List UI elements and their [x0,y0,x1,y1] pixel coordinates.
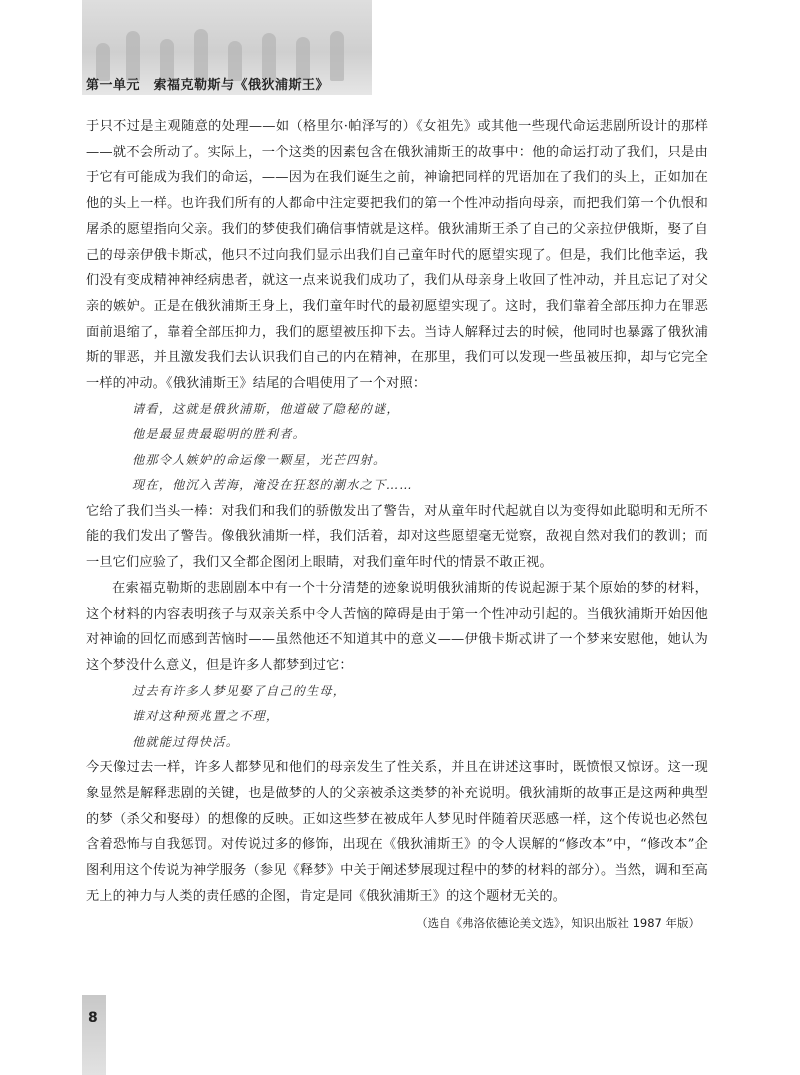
paragraph-3: 在索福克勒斯的悲剧剧本中有一个十分清楚的迹象说明俄狄浦斯的传说起源于某个原始的梦的材料，这个材料的内容表明孩子与双亲关系中令人苦恼的障碍是由于第一个性冲动引起的。当俄狄浦斯开始因他对神谕的回忆而感到苦恼时——虽然他还不知道其中的意义——伊俄卡斯忒讲了一个梦来安慰他，她认为这个梦没什么意义，但是许多人都梦到过它： [86,580,708,673]
poem-line: 现在，他沉入苦海，淹没在狂怒的潮水之下…… [132,478,414,493]
paragraph-2: 它给了我们当头一棒：对我们和我们的骄傲发出了警告，对从童年时代起就自以为变得如此聪明和无所不能的我们发出了警告。像俄狄浦斯一样，我们活着，却对这些愿望毫无觉察，敌视自然对我们的教训；而一旦它们应验了，我们又全都企图闭上眼睛，对我们童年时代的情景不敢正视。 [86,503,708,571]
page-number-tab [82,995,106,1075]
poem-line: 过去有许多人梦见娶了自己的生母， [132,683,347,698]
paragraph-1: 于只不过是主观随意的处理——如（格里尔·帕泽写的）《女祖先》或其他一些现代命运悲剧所设计的那样——就不会所动了。实际上，一个这类的因素包含在俄狄浦斯王的故事中：他的命运打动了我们，只是由于它有可能成为我们的命运，——因为在我们诞生之前，神谕把同样的咒语加在了我们的头上，正如加在他的头上一样。也许我们所有的人都命中注定要把我们的第一个性冲动指向母亲，而把我们第一个仇恨和屠杀的愿望指向父亲。我们的梦使我们确信事情就是这样。俄狄浦斯王杀了自己的父亲拉伊俄斯，娶了自己的母亲伊俄卡斯忒，他只不过向我们显示出我们自己童年时代的愿望实现了。但是，我们比他幸运，我们没有变成精神神经病患者，就这一点来说我们成功了，我们从母亲身上收回了性冲动，并且忘记了对父亲的嫉妒。正是在俄狄浦斯王身上，我们童年时代的最初愿望实现了。这时，我们靠着全部压抑力在罪恶面前退缩了，靠着全部压抑力，我们的愿望被压抑下去。当诗人解释过去的时候，他同时也暴露了俄狄浦斯的罪恶，并且激发我们去认识我们自己的内在精神，在那里，我们可以发现一些虽被压抑，却与它完全一样的冲动。《俄狄浦斯王》结尾的合唱使用了一个对照： [86,119,708,392]
poem-line: 他就能过得快活。 [132,734,240,749]
chorus-poem [132,397,708,499]
poem-line: 他是最显贵最聪明的胜利者。 [132,427,307,442]
poem-line: 谁对这种预兆置之不理， [132,709,280,724]
poem-line: 请看，这就是俄狄浦斯，他道破了隐秘的谜， [132,401,400,416]
paragraph-4: 今天像过去一样，许多人都梦见和他们的母亲发生了性关系，并且在讲述这事时，既愤恨又惊讶。这一现象显然是解释悲剧的关键，也是做梦的人的父亲被杀这类梦的补充说明。俄狄浦斯的故事正是这两种典型的梦（杀父和娶母）的想像的反映。正如这些梦在被成年人梦见时伴随着厌恶感一样，这个传说也必然包含着恐怖与自我惩罚。对传说过多的修饰，出现在《俄狄浦斯王》的令人误解的“修改本”中，“修改本”企图利用这个传说为神学服务（参见《释梦》中关于阐述梦展现过程中的梦的材料的部分）。当然，调和至高无上的神力与人类的责任感的企图，肯定是同《俄狄浦斯王》的这个题材无关的。 [86,760,708,904]
source-citation: （选自《弗洛依德论美文选》，知识出版社 1987 年版） [416,916,700,931]
page-number: 8 [88,1010,98,1026]
dream-poem [132,679,708,756]
poem-line: 他那令人嫉妒的命运像一颗星，光芒四射。 [132,452,387,467]
unit-title: 第一单元 索福克勒斯与《俄狄浦斯王》 [86,78,330,93]
article-body [86,114,708,937]
